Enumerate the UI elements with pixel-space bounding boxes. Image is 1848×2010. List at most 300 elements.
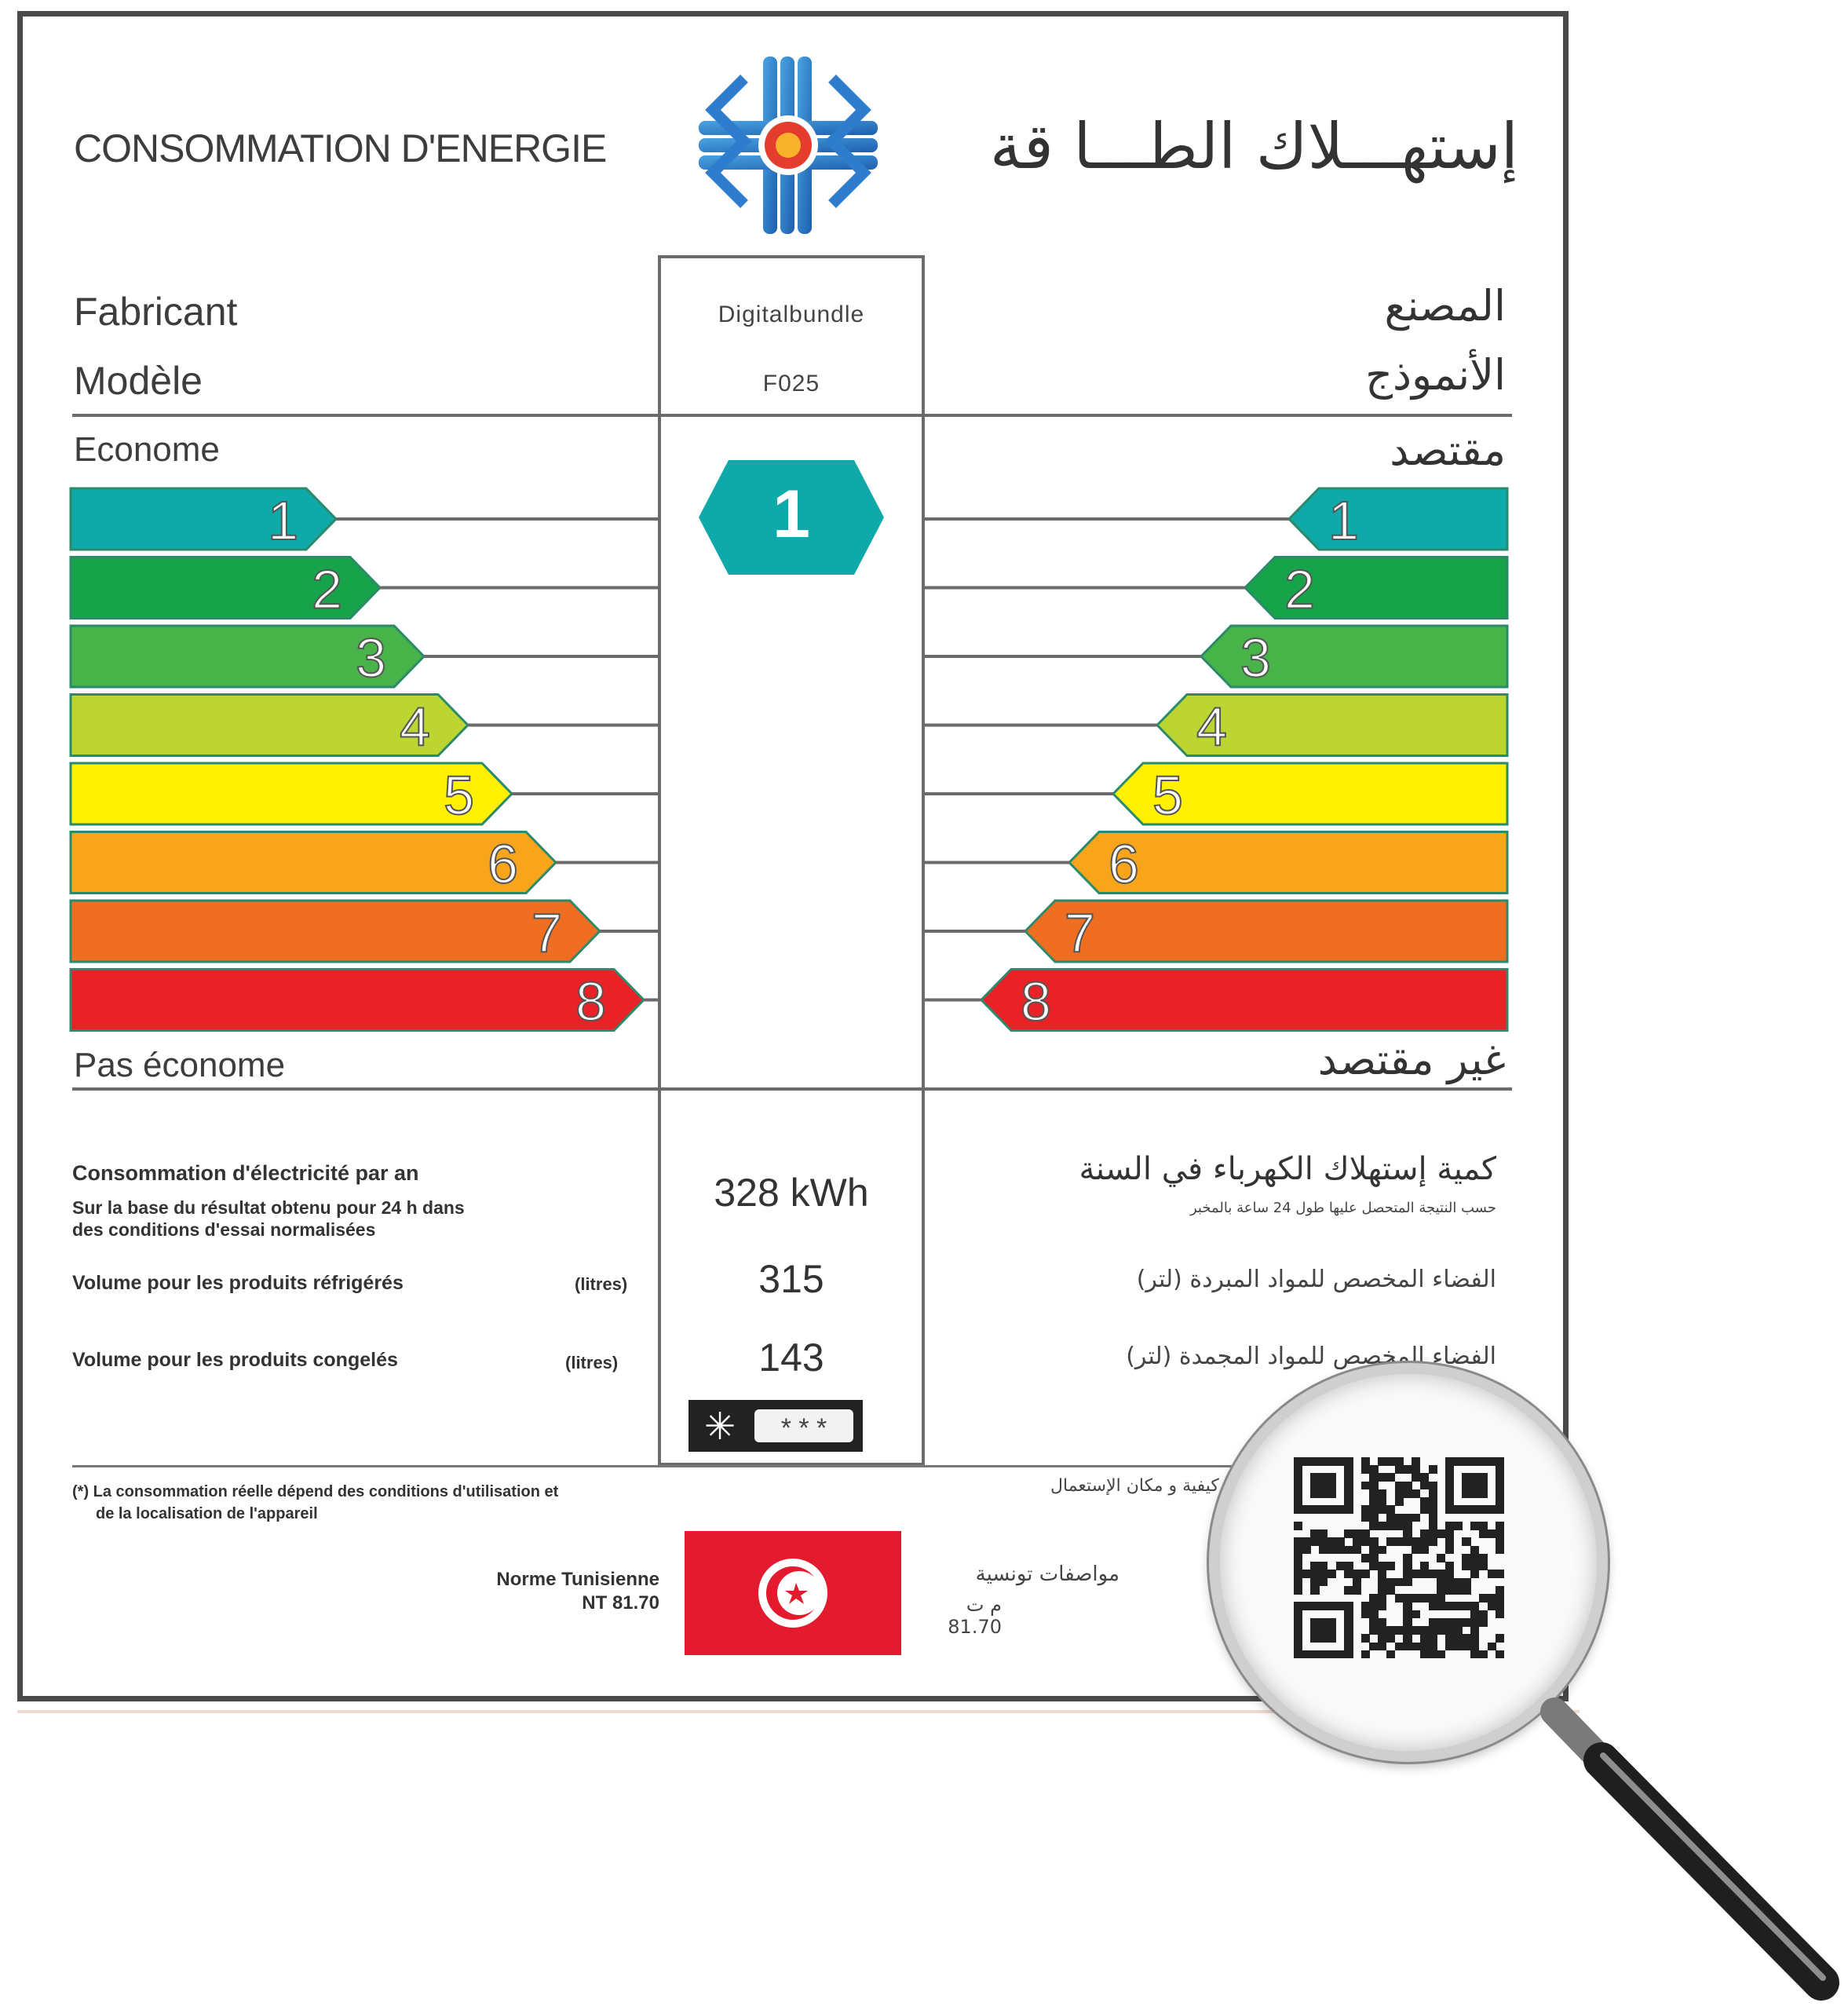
qr-module xyxy=(1479,1482,1488,1490)
scale-label-right-4: 4 xyxy=(1196,696,1227,758)
qr-module xyxy=(1294,1650,1302,1659)
qr-module xyxy=(1378,1546,1386,1555)
qr-module xyxy=(1319,1650,1328,1659)
qr-module xyxy=(1445,1634,1454,1643)
qr-module xyxy=(1496,1570,1504,1578)
qr-module xyxy=(1319,1570,1328,1578)
qr-module xyxy=(1445,1570,1454,1578)
model-label-fr: Modèle xyxy=(74,359,203,403)
qr-module xyxy=(1344,1650,1353,1659)
consumption-note-fr-1: Sur la base du résultat obtenu pour 24 h dans xyxy=(72,1197,465,1218)
qr-module xyxy=(1496,1529,1504,1538)
scale-label-left-2: 2 xyxy=(312,558,342,620)
footnote-fr-2: de la localisation de l'appareil xyxy=(96,1505,318,1522)
scale-label-left-6: 6 xyxy=(488,833,518,895)
qr-module xyxy=(1344,1562,1353,1570)
qr-module xyxy=(1395,1626,1404,1635)
qr-module xyxy=(1344,1529,1353,1538)
qr-module xyxy=(1294,1457,1302,1466)
qr-module xyxy=(1462,1505,1470,1514)
qr-module xyxy=(1412,1546,1420,1555)
qr-module xyxy=(1344,1505,1353,1514)
qr-module xyxy=(1462,1634,1470,1643)
qr-module xyxy=(1470,1489,1479,1498)
qr-module xyxy=(1479,1554,1488,1562)
qr-module xyxy=(1369,1618,1378,1627)
qr-module xyxy=(1319,1457,1328,1466)
qr-module xyxy=(1496,1650,1504,1659)
qr-module xyxy=(1429,1497,1437,1506)
qr-module xyxy=(1445,1522,1454,1530)
manufacturer-value: Digitalbundle xyxy=(718,302,865,327)
qr-module xyxy=(1445,1529,1454,1538)
manufacturer-label-fr: Fabricant xyxy=(74,290,238,334)
qr-module xyxy=(1479,1505,1488,1514)
qr-module xyxy=(1470,1546,1479,1555)
qr-module xyxy=(1429,1537,1437,1546)
qr-module xyxy=(1488,1602,1496,1610)
qr-module xyxy=(1429,1489,1437,1498)
qr-module xyxy=(1454,1586,1463,1595)
qr-module xyxy=(1328,1537,1336,1546)
qr-module xyxy=(1319,1473,1328,1482)
qr-module xyxy=(1437,1626,1445,1635)
qr-module xyxy=(1395,1457,1404,1466)
qr-module xyxy=(1328,1618,1336,1627)
qr-module xyxy=(1310,1505,1319,1514)
standard-ar-2: م ت 81.70 xyxy=(948,1594,1002,1638)
qr-module xyxy=(1412,1465,1420,1474)
qr-module xyxy=(1369,1465,1378,1474)
qr-module xyxy=(1328,1473,1336,1482)
qr-module xyxy=(1395,1489,1404,1498)
qr-module xyxy=(1437,1529,1445,1538)
qr-module xyxy=(1496,1586,1504,1595)
qr-module xyxy=(1496,1465,1504,1474)
qr-module xyxy=(1454,1602,1463,1610)
qr-module xyxy=(1369,1594,1378,1603)
qr-module xyxy=(1479,1594,1488,1603)
model-value: F025 xyxy=(762,371,820,397)
qr-module xyxy=(1429,1514,1437,1522)
qr-module xyxy=(1462,1482,1470,1490)
scale-label-right-2: 2 xyxy=(1284,558,1315,620)
qr-module xyxy=(1310,1602,1319,1610)
scale-label-right-6: 6 xyxy=(1108,833,1139,895)
scale-arrow-right-8 xyxy=(981,970,1507,1031)
qr-module xyxy=(1378,1570,1386,1578)
qr-module xyxy=(1470,1505,1479,1514)
qr-module xyxy=(1378,1489,1386,1498)
qr-module xyxy=(1488,1505,1496,1514)
qr-module xyxy=(1328,1482,1336,1490)
qr-module xyxy=(1369,1489,1378,1498)
qr-module xyxy=(1294,1610,1302,1619)
scale-arrow-left-8 xyxy=(71,970,644,1031)
scale-arrow-right-1 xyxy=(1289,488,1507,550)
qr-module xyxy=(1378,1626,1386,1635)
qr-module xyxy=(1361,1554,1370,1562)
qr-module xyxy=(1470,1610,1479,1619)
qr-module xyxy=(1445,1546,1454,1555)
qr-module xyxy=(1395,1537,1404,1546)
qr-module xyxy=(1361,1465,1370,1474)
qr-module xyxy=(1445,1489,1454,1498)
scale-label-right-5: 5 xyxy=(1152,765,1183,826)
qr-module xyxy=(1445,1505,1454,1514)
qr-module xyxy=(1496,1546,1504,1555)
qr-module xyxy=(1470,1650,1479,1659)
qr-module xyxy=(1294,1505,1302,1514)
consumption-note-fr-2: des conditions d'essai normalisées xyxy=(72,1219,376,1240)
qr-module xyxy=(1488,1594,1496,1603)
qr-module xyxy=(1496,1522,1504,1530)
magnifier-handle-icon xyxy=(1531,1688,1848,2010)
qr-module xyxy=(1454,1522,1463,1530)
qr-module xyxy=(1328,1626,1336,1635)
qr-module xyxy=(1361,1482,1370,1490)
qr-module xyxy=(1369,1482,1378,1490)
qr-module xyxy=(1386,1457,1395,1466)
qr-module xyxy=(1294,1465,1302,1474)
qr-module xyxy=(1310,1634,1319,1643)
qr-module xyxy=(1369,1546,1378,1555)
qr-module xyxy=(1336,1537,1345,1546)
qr-module xyxy=(1344,1489,1353,1498)
qr-module xyxy=(1412,1570,1420,1578)
qr-module xyxy=(1437,1554,1445,1562)
qr-module xyxy=(1328,1602,1336,1610)
qr-module xyxy=(1319,1618,1328,1627)
qr-module xyxy=(1386,1578,1395,1587)
qr-module xyxy=(1386,1505,1395,1514)
qr-module xyxy=(1412,1610,1420,1619)
consumption-value: 328 kWh xyxy=(714,1171,869,1215)
qr-module xyxy=(1302,1537,1311,1546)
qr-module xyxy=(1403,1514,1412,1522)
qr-module xyxy=(1369,1473,1378,1482)
qr-module xyxy=(1412,1457,1420,1466)
qr-module xyxy=(1378,1594,1386,1603)
qr-module xyxy=(1462,1554,1470,1562)
qr-module xyxy=(1344,1465,1353,1474)
qr-module xyxy=(1470,1562,1479,1570)
qr-module xyxy=(1336,1505,1345,1514)
qr-module xyxy=(1445,1602,1454,1610)
qr-module xyxy=(1344,1618,1353,1627)
qr-module xyxy=(1403,1578,1412,1587)
qr-module xyxy=(1437,1618,1445,1627)
qr-module xyxy=(1403,1626,1412,1635)
tunisia-flag-icon xyxy=(685,1531,901,1655)
qr-module xyxy=(1386,1514,1395,1522)
qr-module xyxy=(1496,1594,1504,1603)
energy-rating-badge xyxy=(697,459,886,576)
qr-module xyxy=(1429,1643,1437,1651)
qr-module xyxy=(1412,1514,1420,1522)
qr-module xyxy=(1429,1594,1437,1603)
qr-module xyxy=(1344,1626,1353,1635)
qr-module xyxy=(1470,1522,1479,1530)
qr-module xyxy=(1294,1578,1302,1587)
qr-module xyxy=(1319,1626,1328,1635)
qr-module xyxy=(1462,1602,1470,1610)
qr-module xyxy=(1310,1626,1319,1635)
qr-module xyxy=(1353,1529,1361,1538)
qr-module xyxy=(1429,1522,1437,1530)
qr-module xyxy=(1378,1522,1386,1530)
qr-module xyxy=(1470,1570,1479,1578)
qr-module xyxy=(1302,1546,1311,1555)
qr-module xyxy=(1420,1634,1429,1643)
qr-module xyxy=(1395,1578,1404,1587)
qr-module xyxy=(1403,1554,1412,1562)
qr-module xyxy=(1361,1505,1370,1514)
qr-module xyxy=(1328,1634,1336,1643)
qr-module xyxy=(1344,1482,1353,1490)
qr-module xyxy=(1403,1529,1412,1538)
qr-module xyxy=(1454,1618,1463,1627)
qr-module xyxy=(1420,1537,1429,1546)
title-fr: CONSOMMATION D'ENERGIE xyxy=(74,126,607,170)
qr-module xyxy=(1437,1650,1445,1659)
freezer-volume-unit-fr: (litres) xyxy=(565,1353,619,1372)
fridge-volume-label-fr: Volume pour les produits réfrigérés xyxy=(72,1272,404,1294)
qr-module xyxy=(1294,1522,1302,1530)
qr-module xyxy=(1294,1643,1302,1651)
qr-module xyxy=(1420,1505,1429,1514)
qr-module xyxy=(1302,1602,1311,1610)
qr-module xyxy=(1445,1482,1454,1490)
scale-label-left-1: 1 xyxy=(268,490,298,551)
qr-module xyxy=(1361,1650,1370,1659)
scale-arrow-left-7 xyxy=(71,901,600,962)
qr-module xyxy=(1437,1594,1445,1603)
qr-module xyxy=(1310,1586,1319,1595)
qr-module xyxy=(1403,1570,1412,1578)
fridge-volume-value: 315 xyxy=(758,1257,824,1301)
scale-top-ar: مقتصد xyxy=(1390,426,1506,475)
qr-module xyxy=(1369,1602,1378,1610)
qr-module xyxy=(1361,1602,1370,1610)
qr-module xyxy=(1479,1457,1488,1466)
consumption-note-ar: حسب النتيجة المتحصل عليها طول 24 ساعة بالمخبر xyxy=(1189,1200,1496,1216)
qr-module xyxy=(1378,1473,1386,1482)
qr-module xyxy=(1412,1473,1420,1482)
qr-module xyxy=(1310,1537,1319,1546)
qr-module xyxy=(1328,1570,1336,1578)
qr-module xyxy=(1454,1578,1463,1587)
qr-module xyxy=(1319,1529,1328,1538)
qr-module xyxy=(1488,1570,1496,1578)
qr-module xyxy=(1403,1602,1412,1610)
scale-label-left-5: 5 xyxy=(444,765,474,826)
qr-module xyxy=(1429,1634,1437,1643)
scale-arrow-left-6 xyxy=(71,832,556,894)
qr-module xyxy=(1369,1554,1378,1562)
qr-module xyxy=(1328,1457,1336,1466)
qr-module xyxy=(1310,1482,1319,1490)
qr-module xyxy=(1470,1602,1479,1610)
qr-module xyxy=(1328,1505,1336,1514)
qr-module xyxy=(1378,1497,1386,1506)
qr-module xyxy=(1437,1602,1445,1610)
qr-module xyxy=(1403,1594,1412,1603)
qr-module xyxy=(1420,1497,1429,1506)
qr-module xyxy=(1294,1554,1302,1562)
qr-module xyxy=(1470,1482,1479,1490)
qr-module xyxy=(1369,1514,1378,1522)
qr-module xyxy=(1344,1570,1353,1578)
qr-module xyxy=(1429,1618,1437,1627)
qr-module xyxy=(1336,1650,1345,1659)
qr-module xyxy=(1378,1586,1386,1595)
fridge-volume-label-ar: الفضاء المخصص للمواد المبردة (لتر) xyxy=(1136,1266,1496,1293)
consumption-label-fr: Consommation d'électricité par an xyxy=(72,1161,419,1185)
qr-module xyxy=(1369,1505,1378,1514)
qr-module xyxy=(1378,1618,1386,1627)
qr-module xyxy=(1437,1578,1445,1587)
qr-module xyxy=(1462,1643,1470,1651)
qr-module xyxy=(1470,1618,1479,1627)
footnote-ar: كيفية و مكان الإستعمال xyxy=(1050,1476,1219,1496)
qr-module xyxy=(1462,1586,1470,1595)
qr-module xyxy=(1361,1610,1370,1619)
qr-module xyxy=(1395,1497,1404,1506)
qr-module xyxy=(1369,1562,1378,1570)
qr-module xyxy=(1369,1522,1378,1530)
qr-module xyxy=(1496,1602,1504,1610)
qr-module xyxy=(1403,1643,1412,1651)
scale-label-left-8: 8 xyxy=(575,970,606,1032)
qr-module xyxy=(1420,1473,1429,1482)
qr-module xyxy=(1310,1457,1319,1466)
qr-module xyxy=(1462,1618,1470,1627)
qr-module xyxy=(1454,1634,1463,1643)
qr-module xyxy=(1462,1562,1470,1570)
qr-module xyxy=(1369,1537,1378,1546)
qr-module xyxy=(1310,1473,1319,1482)
qr-module xyxy=(1386,1650,1395,1659)
qr-module xyxy=(1445,1497,1454,1506)
qr-module xyxy=(1403,1489,1412,1498)
qr-module xyxy=(1319,1482,1328,1490)
qr-module xyxy=(1361,1514,1370,1522)
freezer-volume-label-fr: Volume pour les produits congelés xyxy=(72,1349,398,1371)
qr-module xyxy=(1386,1473,1395,1482)
qr-module xyxy=(1386,1586,1395,1595)
qr-module xyxy=(1294,1618,1302,1627)
qr-module xyxy=(1344,1457,1353,1466)
qr-module xyxy=(1445,1457,1454,1466)
snowflake-icon: ✳ xyxy=(704,1406,736,1448)
qr-module xyxy=(1369,1626,1378,1635)
qr-module xyxy=(1488,1457,1496,1466)
qr-module xyxy=(1344,1546,1353,1555)
scale-label-left-7: 7 xyxy=(531,902,562,963)
qr-module xyxy=(1496,1473,1504,1482)
qr-module xyxy=(1319,1578,1328,1587)
qr-module xyxy=(1386,1626,1395,1635)
qr-module xyxy=(1437,1570,1445,1578)
qr-module xyxy=(1378,1578,1386,1587)
star-box: * * * xyxy=(754,1409,853,1442)
qr-module xyxy=(1361,1537,1370,1546)
qr-module xyxy=(1378,1562,1386,1570)
qr-module xyxy=(1344,1610,1353,1619)
qr-module xyxy=(1496,1537,1504,1546)
qr-module xyxy=(1454,1643,1463,1651)
qr-module xyxy=(1328,1650,1336,1659)
scale-label-right-8: 8 xyxy=(1021,970,1051,1032)
standard-ar-1: مواصفات تونسية xyxy=(975,1562,1119,1586)
qr-module xyxy=(1310,1618,1319,1627)
energy-rating-label: 1 xyxy=(772,477,810,552)
qr-module xyxy=(1344,1586,1353,1595)
qr-module xyxy=(1420,1570,1429,1578)
qr-module xyxy=(1470,1626,1479,1635)
qr-module xyxy=(1420,1643,1429,1651)
qr-module xyxy=(1496,1610,1504,1619)
qr-module xyxy=(1336,1546,1345,1555)
qr-module xyxy=(1344,1643,1353,1651)
qr-module xyxy=(1310,1570,1319,1578)
qr-module xyxy=(1429,1650,1437,1659)
qr-module xyxy=(1445,1626,1454,1635)
qr-module xyxy=(1386,1634,1395,1643)
qr-module xyxy=(1445,1643,1454,1651)
qr-module xyxy=(1294,1634,1302,1643)
qr-module xyxy=(1403,1618,1412,1627)
qr-module xyxy=(1344,1473,1353,1482)
qr-module xyxy=(1496,1634,1504,1643)
qr-module xyxy=(1403,1634,1412,1643)
qr-module xyxy=(1302,1505,1311,1514)
qr-module xyxy=(1454,1457,1463,1466)
qr-module xyxy=(1420,1546,1429,1555)
qr-module xyxy=(1479,1562,1488,1570)
qr-module xyxy=(1488,1643,1496,1651)
qr-module xyxy=(1429,1602,1437,1610)
qr-module xyxy=(1344,1634,1353,1643)
qr-module xyxy=(1462,1578,1470,1587)
qr-module xyxy=(1454,1626,1463,1635)
qr-module xyxy=(1462,1457,1470,1466)
qr-module xyxy=(1445,1586,1454,1595)
consumption-label-ar: كمية إستهلاك الكهرباء في السنة xyxy=(1079,1151,1496,1187)
qr-module xyxy=(1319,1634,1328,1643)
scale-label-right-1: 1 xyxy=(1328,490,1359,551)
qr-module xyxy=(1395,1482,1404,1490)
qr-module xyxy=(1353,1546,1361,1555)
qr-module xyxy=(1319,1546,1328,1555)
qr-module xyxy=(1420,1594,1429,1603)
qr-module xyxy=(1403,1482,1412,1490)
qr-module xyxy=(1462,1489,1470,1498)
footnote-fr-1: (*) La consommation réelle dépend des conditions d'utilisation et xyxy=(72,1483,559,1500)
qr-module xyxy=(1470,1634,1479,1643)
qr-module xyxy=(1294,1626,1302,1635)
scale-label-left-3: 3 xyxy=(356,627,386,689)
standard-fr-1: Norme Tunisienne xyxy=(496,1569,659,1590)
qr-module xyxy=(1420,1482,1429,1490)
qr-module xyxy=(1479,1522,1488,1530)
qr-module xyxy=(1395,1465,1404,1474)
qr-module xyxy=(1294,1570,1302,1578)
qr-module xyxy=(1429,1505,1437,1514)
qr-module xyxy=(1470,1457,1479,1466)
scale-bottom-ar: غير مقتصد xyxy=(1317,1035,1506,1084)
